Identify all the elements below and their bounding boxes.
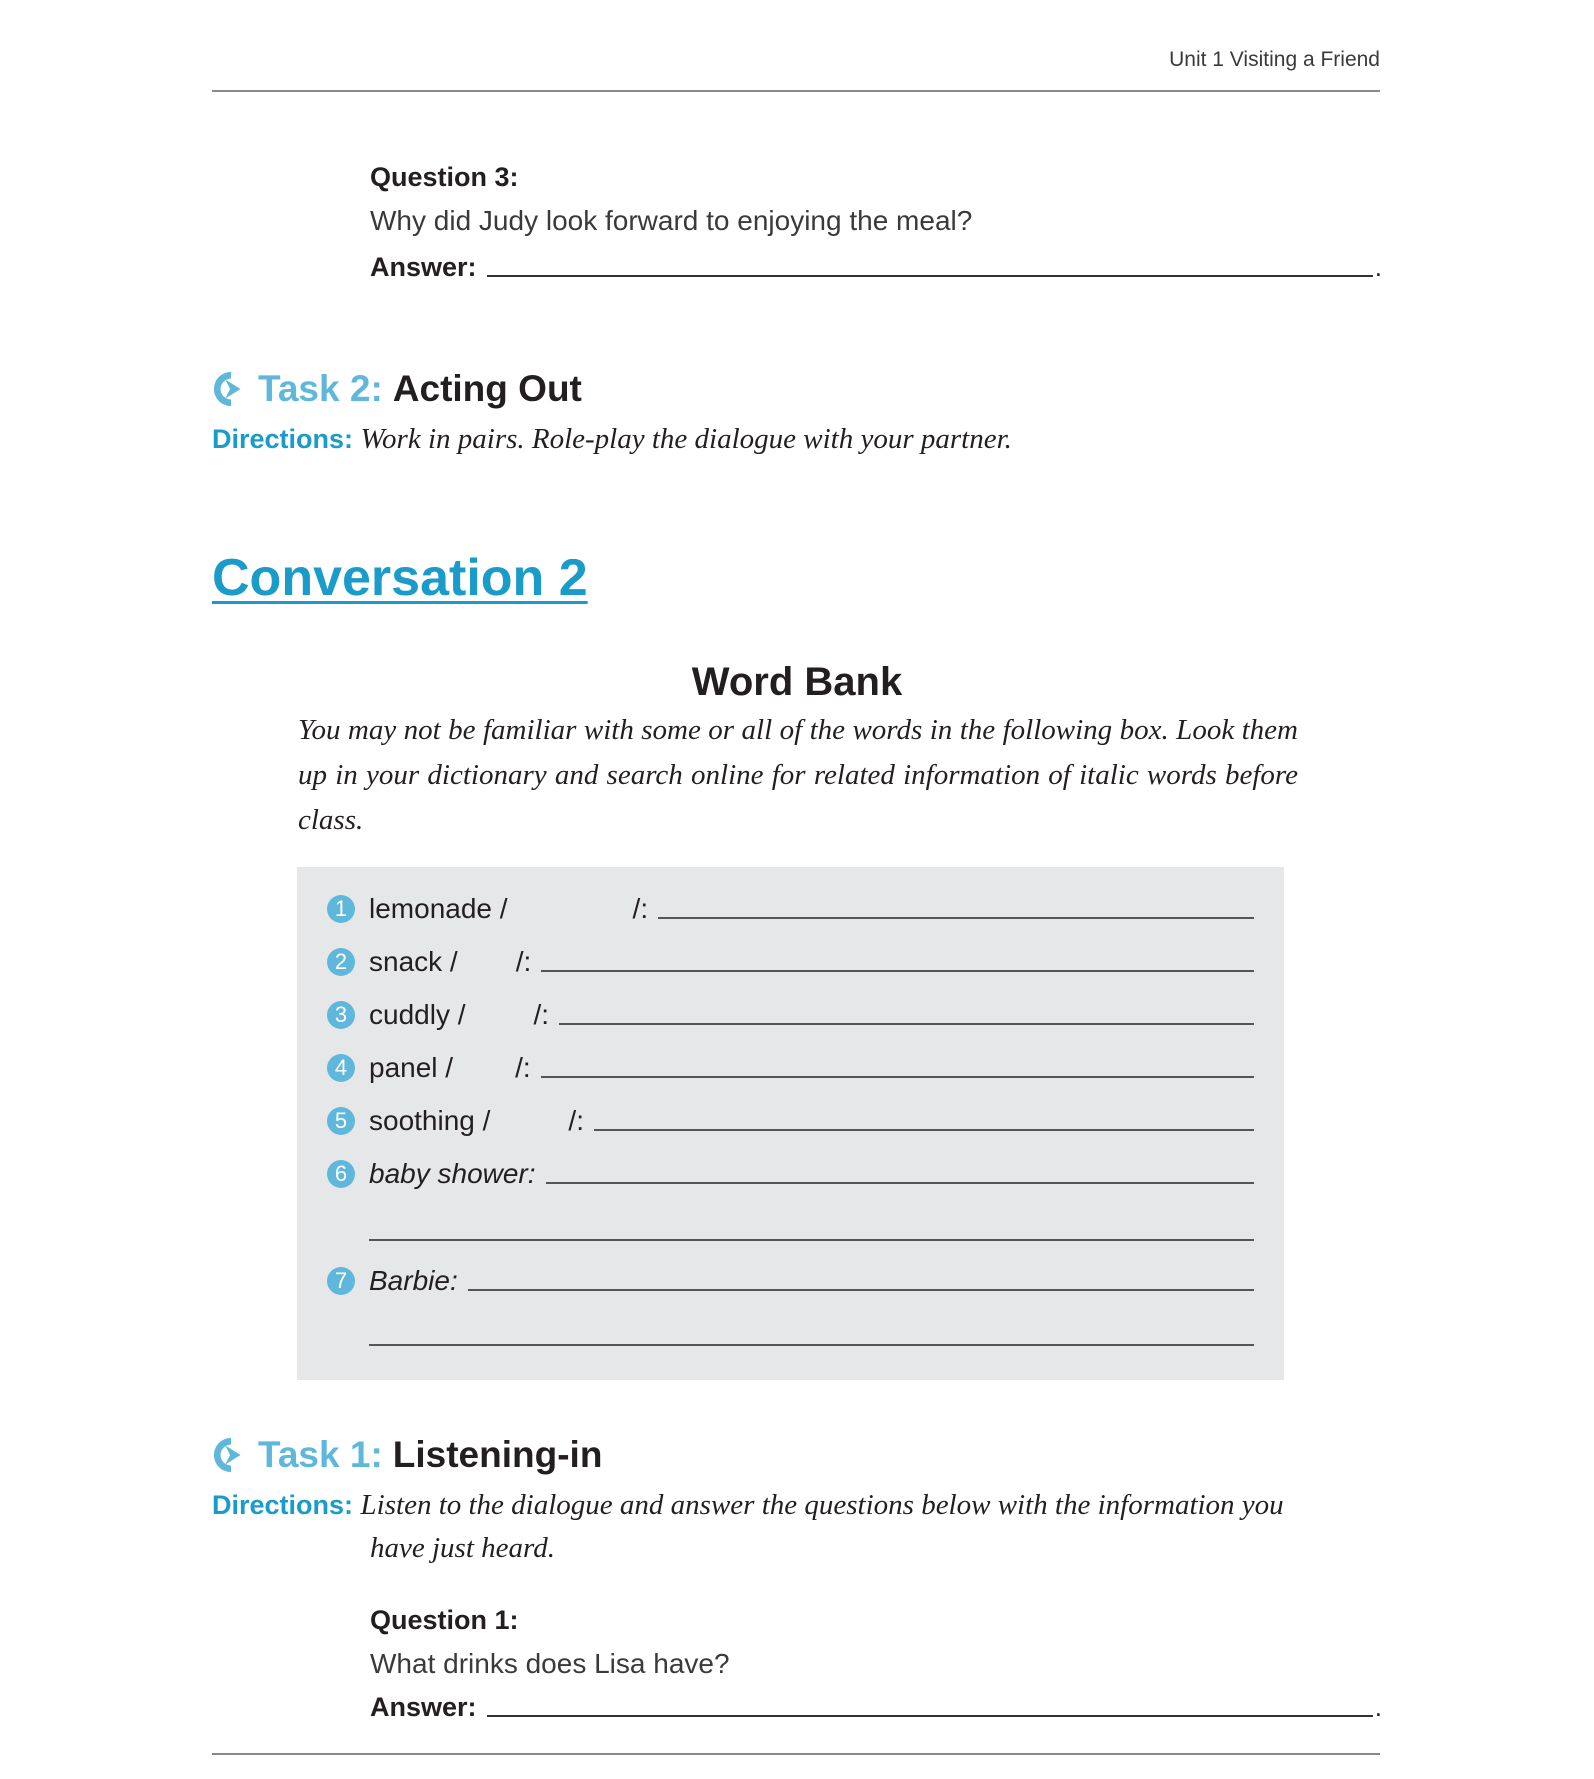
running-header: Unit 1 Visiting a Friend: [1169, 48, 1380, 71]
answer-input[interactable]: [487, 1714, 1373, 1717]
definition-input[interactable]: [594, 1129, 1254, 1131]
directions-label: Directions:: [212, 1490, 354, 1520]
word-bank-item: [327, 1052, 1254, 1084]
question-3-label: Question 3:: [370, 162, 519, 192]
definition-input[interactable]: [658, 917, 1254, 919]
number-6-icon: 6: [327, 1160, 355, 1188]
word-baby-shower: baby shower:: [369, 1158, 536, 1189]
word-bank-intro: You may not be familiar with some or all of the words in the following box. Look them up in your dictionary and search online for related information of italic words before class.: [298, 714, 1298, 836]
task-2-directions: [212, 423, 1012, 456]
answer-period: .: [1374, 1692, 1382, 1722]
word-cuddly: cuddly /: [369, 999, 466, 1030]
word-bank-item: [327, 946, 1254, 978]
task-2-number: Task 2:: [258, 368, 383, 409]
question-3-text: Why did Judy look forward to enjoying the meal?: [370, 205, 973, 236]
definition-input-continued[interactable]: [369, 1239, 1254, 1241]
definition-input[interactable]: [541, 970, 1254, 972]
question-1-text: What drinks does Lisa have?: [370, 1648, 730, 1679]
definition-input[interactable]: [546, 1182, 1254, 1184]
question-1-label: Question 1:: [370, 1605, 519, 1635]
task-1-title: Listening-in: [392, 1434, 603, 1475]
task-1-heading: [212, 1434, 602, 1476]
definition-input[interactable]: [541, 1076, 1254, 1078]
word-separator: /:: [515, 946, 532, 977]
task-2-heading: [212, 368, 582, 410]
number-7-icon: 7: [327, 1267, 355, 1295]
header-rule: [212, 90, 1380, 92]
directions-label: Directions:: [212, 424, 354, 454]
word-bank-item: [327, 1265, 1254, 1297]
definition-input-continued[interactable]: [369, 1344, 1254, 1346]
word-separator: /:: [568, 1105, 584, 1136]
answer-input[interactable]: [487, 274, 1373, 277]
word-separator: /:: [515, 1052, 531, 1083]
question-3-answer-row: [370, 252, 1382, 283]
definition-input[interactable]: [468, 1289, 1254, 1291]
word-lemonade: lemonade /: [369, 893, 508, 924]
task-1-number: Task 1:: [258, 1434, 383, 1475]
word-snack: snack /: [369, 946, 458, 977]
word-bank-item: [327, 893, 1254, 925]
arrow-right-circle-icon: [212, 1436, 250, 1474]
definition-input[interactable]: [559, 1023, 1254, 1025]
task-2-title: Acting Out: [392, 368, 582, 409]
word-separator: /:: [632, 893, 649, 924]
word-barbie: Barbie:: [369, 1265, 458, 1296]
number-1-icon: 1: [327, 895, 355, 923]
number-5-icon: 5: [327, 1107, 355, 1135]
word-bank-item: [327, 1158, 1254, 1190]
conversation-title: Conversation 2: [212, 549, 588, 607]
directions-text-line-1: Listen to the dialogue and answer the questions below with the information you: [360, 1489, 1284, 1521]
word-panel: panel /: [369, 1052, 454, 1083]
task-1-directions: [212, 1489, 1384, 1522]
footer-rule: [212, 1753, 1380, 1755]
directions-text: Work in pairs. Role-play the dialogue with your partner.: [360, 423, 1012, 455]
answer-label: Answer:: [370, 252, 477, 282]
word-soothing: soothing /: [369, 1105, 491, 1136]
answer-label: Answer:: [370, 1692, 477, 1722]
arrow-right-circle-icon: [212, 370, 250, 408]
word-bank-item: [327, 999, 1254, 1031]
question-1-answer-row: [370, 1692, 1382, 1723]
number-2-icon: 2: [327, 948, 355, 976]
number-3-icon: 3: [327, 1001, 355, 1029]
word-bank-box: [297, 867, 1284, 1380]
word-separator: /:: [533, 999, 550, 1030]
answer-period: .: [1374, 252, 1382, 282]
number-4-icon: 4: [327, 1054, 355, 1082]
word-bank-item: [327, 1105, 1254, 1137]
word-bank-title: Word Bank: [691, 660, 903, 704]
directions-text-line-2: have just heard.: [370, 1532, 555, 1564]
